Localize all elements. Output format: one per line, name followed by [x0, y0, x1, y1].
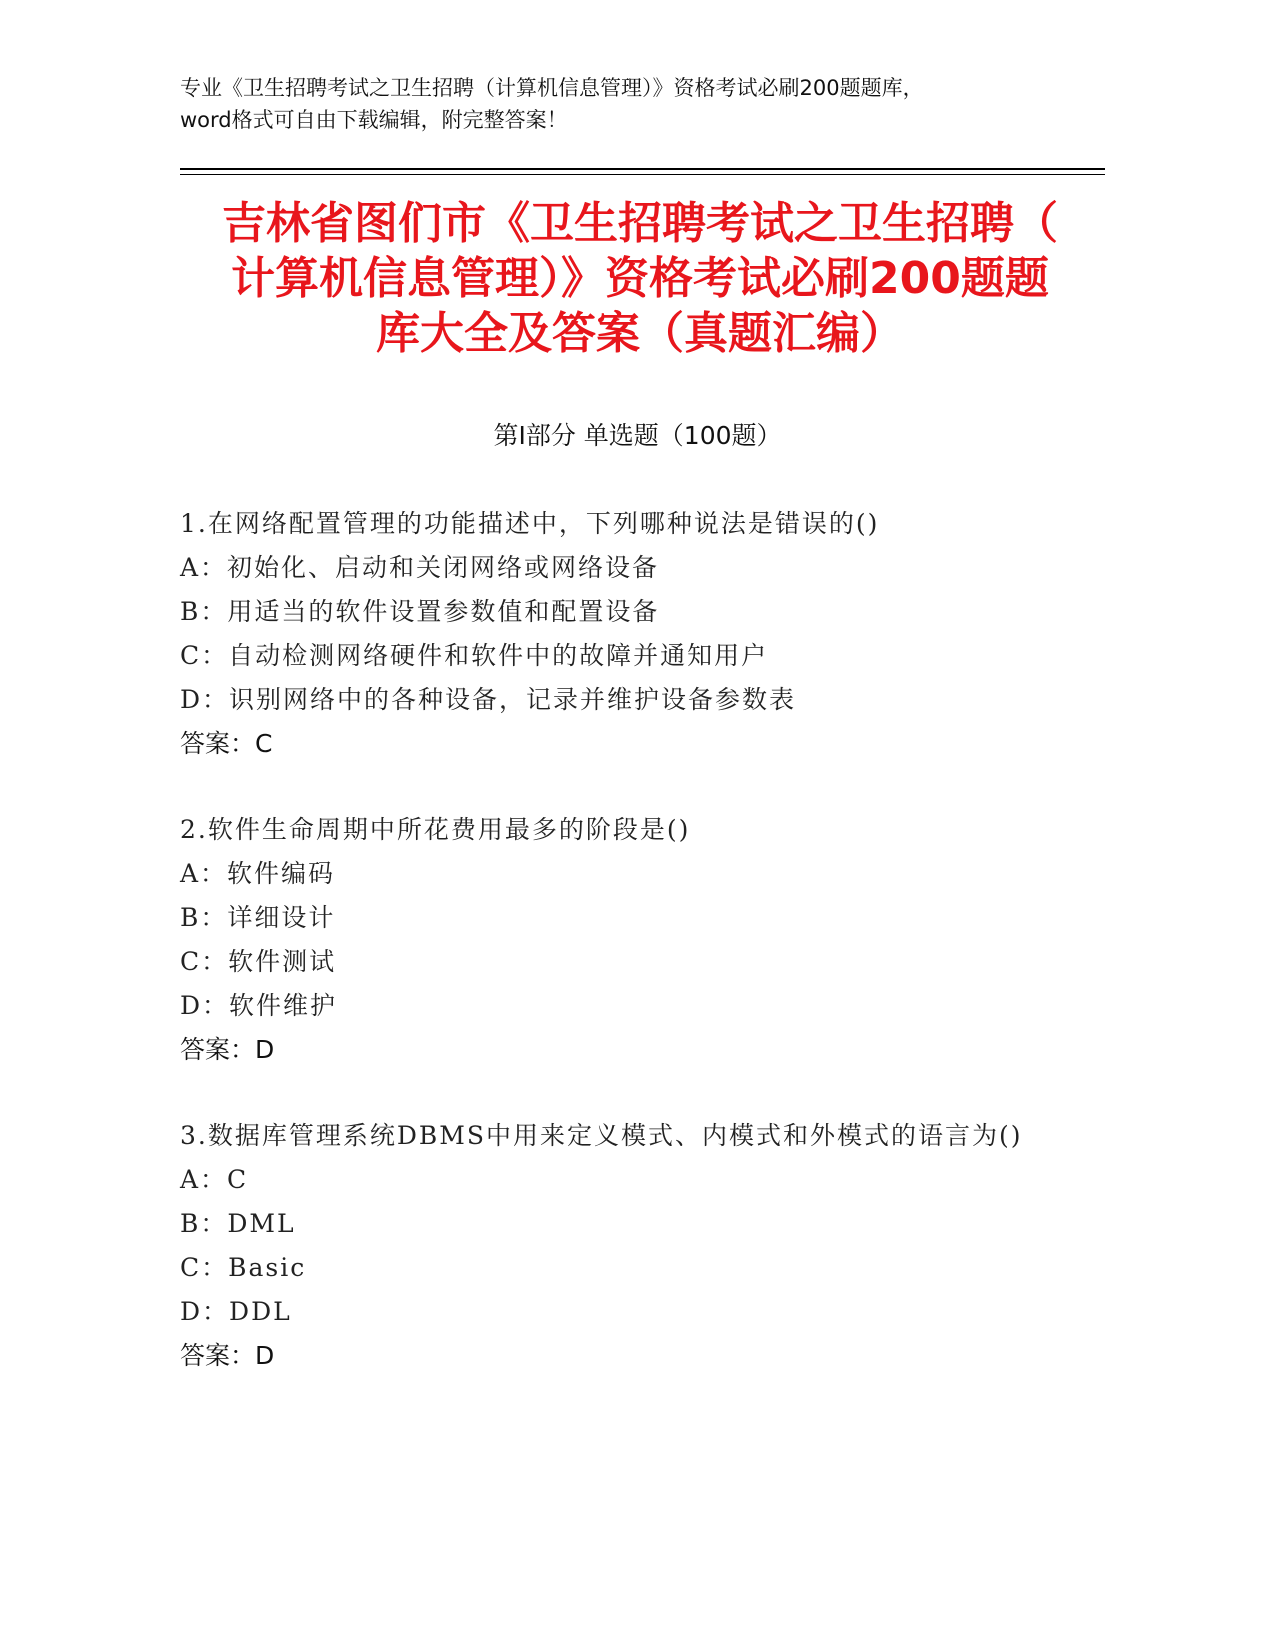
answer-line	[180, 722, 1160, 766]
section-heading: 第I部分 单选题（100题）	[493, 421, 782, 450]
answer-line	[180, 1334, 1160, 1378]
question-2	[180, 808, 1160, 1072]
header-note	[180, 72, 1100, 136]
question-stem: 1.在网络配置管理的功能描述中，下列哪种说法是错误的()	[180, 509, 880, 538]
answer-label: 答案：	[180, 729, 256, 758]
header-rule-thick	[180, 168, 1105, 170]
document-title-line-2: 计算机信息管理）》资格考试必刷200题题	[231, 253, 1049, 304]
option-c: C：软件测试	[180, 947, 337, 976]
option-d: D：DDL	[180, 1297, 292, 1326]
question-3	[180, 1114, 1160, 1378]
document-title-line-3: 库大全及答案（真题汇编）	[376, 308, 904, 359]
answer-value: D	[255, 1341, 275, 1370]
document-title-line-1: 吉林省图们市《卫生招聘考试之卫生招聘（	[222, 198, 1058, 249]
option-b: B：详细设计	[180, 903, 336, 932]
header-note-line-1: 专业《卫生招聘考试之卫生招聘（计算机信息管理）》资格考试必刷200题题库，	[180, 76, 924, 100]
question-1	[180, 502, 1160, 766]
answer-line	[180, 1028, 1160, 1072]
option-c: C：Basic	[180, 1253, 307, 1282]
answer-label: 答案：	[180, 1035, 256, 1064]
answer-value: D	[255, 1035, 275, 1064]
header-rule-thin	[180, 174, 1105, 175]
option-a: A：C	[180, 1165, 249, 1194]
option-d: D：识别网络中的各种设备，记录并维护设备参数表	[180, 685, 797, 714]
answer-label: 答案：	[180, 1341, 256, 1370]
question-stem: 3.数据库管理系统DBMS中用来定义模式、内模式和外模式的语言为()	[180, 1121, 1023, 1150]
document-title	[140, 196, 1140, 361]
option-d: D：软件维护	[180, 991, 338, 1020]
option-b: B：用适当的软件设置参数值和配置设备	[180, 597, 660, 626]
header-note-line-2: word格式可自由下载编辑，附完整答案！	[180, 108, 568, 132]
answer-value: C	[255, 729, 273, 758]
option-a: A：初始化、启动和关闭网络或网络设备	[180, 553, 660, 582]
option-b: B：DML	[180, 1209, 296, 1238]
question-stem: 2.软件生命周期中所花费用最多的阶段是()	[180, 815, 691, 844]
option-a: A：软件编码	[180, 859, 336, 888]
option-c: C：自动检测网络硬件和软件中的故障并通知用户	[180, 641, 769, 670]
